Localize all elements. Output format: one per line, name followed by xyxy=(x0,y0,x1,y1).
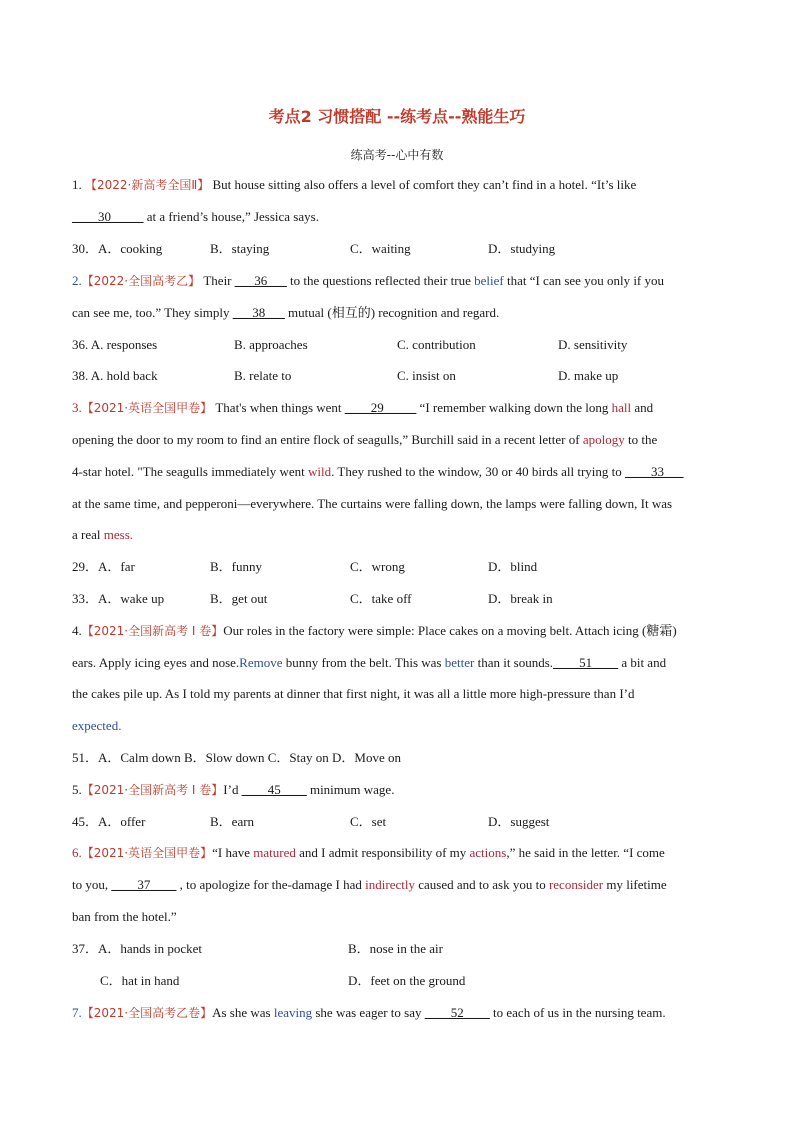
q3-29-option-c[interactable]: C．wrong xyxy=(350,559,405,574)
q2-38-option-a[interactable]: 38. A. hold back xyxy=(72,368,158,383)
q5-text-b: minimum wage. xyxy=(306,782,395,797)
q3-word-hall: hall xyxy=(611,400,632,415)
q2-36-option-a[interactable]: 36. A. responses xyxy=(72,337,158,352)
q5-option-a[interactable]: 45．A．offer xyxy=(72,814,146,829)
q1-line-2 xyxy=(72,209,319,225)
q3-text-f: 4-star hotel. "The seagulls immediately went xyxy=(72,464,308,479)
q7-text-c: to each of us in the nursing team. xyxy=(489,1005,666,1020)
q3-text-d: opening the door to my room to find an entire flock of seagulls,” Burchill said in a recent letter of xyxy=(72,432,583,447)
q2-text-b: to the questions reflected their true xyxy=(286,273,475,288)
q7-text-b: she was eager to say xyxy=(312,1005,425,1020)
q6-blank-37[interactable]: ____37____ xyxy=(111,877,177,892)
q5-option-c[interactable]: C．set xyxy=(350,814,387,829)
q3-line-1 xyxy=(72,400,653,416)
q3-word-mess: mess. xyxy=(103,527,134,542)
q2-38-option-b[interactable]: B. relate to xyxy=(234,368,292,383)
q5-line-1 xyxy=(72,782,394,798)
q1-text: But house sitting also offers a level of comfort they can’t find in a hotel. “It’s like xyxy=(212,177,637,192)
q3-line-3 xyxy=(72,464,684,480)
q4-text-c: bunny from the belt. This was xyxy=(282,655,445,670)
q2-text-e: mutual (相互的) recognition and regard. xyxy=(284,305,500,320)
q4-text-b: ears. Apply icing eyes and nose. xyxy=(72,655,240,670)
q6-source: 【2021·英语全国甲卷】 xyxy=(81,846,213,860)
q2-text-d: can see me, too.” They simply xyxy=(72,305,233,320)
q4-line-1 xyxy=(72,623,677,639)
q6-line-1 xyxy=(72,845,665,861)
q6-text-c: ,” he said in the letter. “I come xyxy=(506,845,665,860)
q4-word-better: better xyxy=(444,655,475,670)
q3-29-option-d[interactable]: D．blind xyxy=(488,559,538,574)
q3-33-option-b[interactable]: B．get out xyxy=(210,591,268,606)
q2-36-option-d[interactable]: D. sensitivity xyxy=(558,337,628,352)
q3-text-h: at the same time, and pepperoni—everywhere. The curtains were falling down, the lamps were falling down, It was xyxy=(72,496,673,511)
page-subtitle: 练高考--心中有数 xyxy=(350,148,444,162)
q4-text-a: Our roles in the factory were simple: Place cakes on a moving belt. Attach icing (糖霜) xyxy=(223,623,677,638)
q2-blank-36[interactable]: ___36___ xyxy=(234,273,287,288)
q2-38-option-d[interactable]: D. make up xyxy=(558,368,619,383)
q1-option-b[interactable]: B．staying xyxy=(210,241,270,256)
q1-option-c[interactable]: C．waiting xyxy=(350,241,411,256)
q2-source: 【2022·全国高考乙】 xyxy=(81,274,201,288)
q3-text-e: to the xyxy=(624,432,658,447)
q6-number: 6. xyxy=(72,845,82,860)
q5-option-b[interactable]: B．earn xyxy=(210,814,255,829)
q6-line-2 xyxy=(72,877,667,893)
q7-blank-52[interactable]: ____52____ xyxy=(424,1005,490,1020)
q6-text-h: ban from the hotel.” xyxy=(72,909,177,924)
q5-number: 5. xyxy=(72,782,82,797)
q6-word-indirectly: indirectly xyxy=(365,877,415,892)
q3-text-a: That's when things went xyxy=(215,400,345,415)
q2-word-belief: belief xyxy=(474,273,504,288)
q3-word-apology: apology xyxy=(582,432,625,447)
q1-text-2: at a friend’s house,” Jessica says. xyxy=(143,209,319,224)
q4-options[interactable]: 51．A．Calm down B．Slow down C．Stay on D．Move on xyxy=(72,750,401,765)
q1-source: 【2022·新高考全国Ⅱ】 xyxy=(85,178,210,192)
q2-36-option-b[interactable]: B. approaches xyxy=(234,337,308,352)
q4-line-2 xyxy=(72,655,666,671)
q6-word-actions: actions xyxy=(469,845,507,860)
q3-number: 3. xyxy=(72,400,82,415)
q6-word-matured: matured xyxy=(253,845,296,860)
q3-line-5 xyxy=(72,527,133,543)
q3-line-2 xyxy=(72,432,657,448)
q4-number: 4. xyxy=(72,623,82,638)
q6-text-a: “I have xyxy=(212,845,254,860)
q6-option-a[interactable]: 37．A．hands in pocket xyxy=(72,941,202,956)
q7-text-a: As she was xyxy=(212,1005,274,1020)
q6-text-d: to you, xyxy=(72,877,112,892)
q4-text-d: than it sounds. xyxy=(474,655,554,670)
q6-option-b[interactable]: B．nose in the air xyxy=(348,941,443,956)
q1-line-1 xyxy=(72,177,636,193)
q2-text-a: Their xyxy=(203,273,235,288)
q6-option-c[interactable]: C．hat in hand xyxy=(100,973,180,988)
q3-text-g: . They rushed to the window, 30 or 40 birds all trying to xyxy=(331,464,626,479)
q3-text-b: “I remember walking down the long xyxy=(416,400,612,415)
q4-text-e: a bit and xyxy=(618,655,667,670)
q3-33-option-a[interactable]: 33．A．wake up xyxy=(72,591,165,606)
q5-option-d[interactable]: D．suggest xyxy=(488,814,550,829)
q2-blank-38[interactable]: ___38___ xyxy=(232,305,285,320)
q7-line-1 xyxy=(72,1005,666,1021)
q3-text-c: and xyxy=(631,400,654,415)
q7-word-leaving: leaving xyxy=(273,1005,313,1020)
q3-line-4 xyxy=(72,496,672,512)
q4-line-3 xyxy=(72,686,634,702)
q6-line-3 xyxy=(72,909,177,925)
q5-text-a: I’d xyxy=(223,782,242,797)
q6-text-f: caused and to ask you to xyxy=(415,877,549,892)
q1-blank[interactable]: ____30_____ xyxy=(72,209,144,224)
q3-word-wild: wild xyxy=(308,464,332,479)
q1-option-a[interactable]: 30．A．cooking xyxy=(72,241,163,256)
q6-word-reconsider: reconsider xyxy=(548,877,604,892)
q4-line-4 xyxy=(72,718,121,734)
q1-option-d[interactable]: D．studying xyxy=(488,241,556,256)
q4-source: 【2021·全国新高考 I 卷】 xyxy=(81,624,224,638)
q6-text-b: and I admit responsibility of my xyxy=(295,845,470,860)
q2-text-c: that “I can see you only if you xyxy=(503,273,665,288)
q2-line-1 xyxy=(72,273,664,289)
q4-word-expected: expected. xyxy=(72,718,122,733)
q6-text-e: , to apologize for the-damage I had xyxy=(176,877,366,892)
q3-source: 【2021·英语全国甲卷】 xyxy=(81,401,213,415)
q1-number: 1. xyxy=(72,177,82,192)
q2-36-option-c[interactable]: C. contribution xyxy=(397,337,476,352)
q3-33-option-c[interactable]: C．take off xyxy=(350,591,412,606)
q4-word-remove: Remove xyxy=(239,655,283,670)
q3-blank-33[interactable]: ____33___ xyxy=(625,464,684,479)
q3-text-i: a real xyxy=(72,527,104,542)
q6-option-d[interactable]: D．feet on the ground xyxy=(348,973,466,988)
q7-number: 7. xyxy=(72,1005,82,1020)
q5-blank-45[interactable]: ____45____ xyxy=(241,782,307,797)
q3-blank-29[interactable]: ____29_____ xyxy=(344,400,417,415)
q6-text-g: my lifetime xyxy=(603,877,667,892)
q3-33-option-d[interactable]: D．break in xyxy=(488,591,553,606)
q4-text-f: the cakes pile up. As I told my parents at dinner that first night, it was all a little more high-pressure than I’d xyxy=(72,686,635,701)
q3-29-option-b[interactable]: B．funny xyxy=(210,559,263,574)
page-title: 考点2 习惯搭配 --练考点--熟能生巧 xyxy=(268,107,526,126)
q5-source: 【2021·全国新高考 I 卷】 xyxy=(81,783,224,797)
q3-29-option-a[interactable]: 29．A．far xyxy=(72,559,135,574)
q4-blank-51[interactable]: ____51____ xyxy=(553,655,619,670)
q2-number: 2. xyxy=(72,273,82,288)
q2-line-2 xyxy=(72,305,499,321)
q2-38-option-c[interactable]: C. insist on xyxy=(397,368,456,383)
q7-source: 【2021·全国高考乙卷】 xyxy=(81,1006,213,1020)
